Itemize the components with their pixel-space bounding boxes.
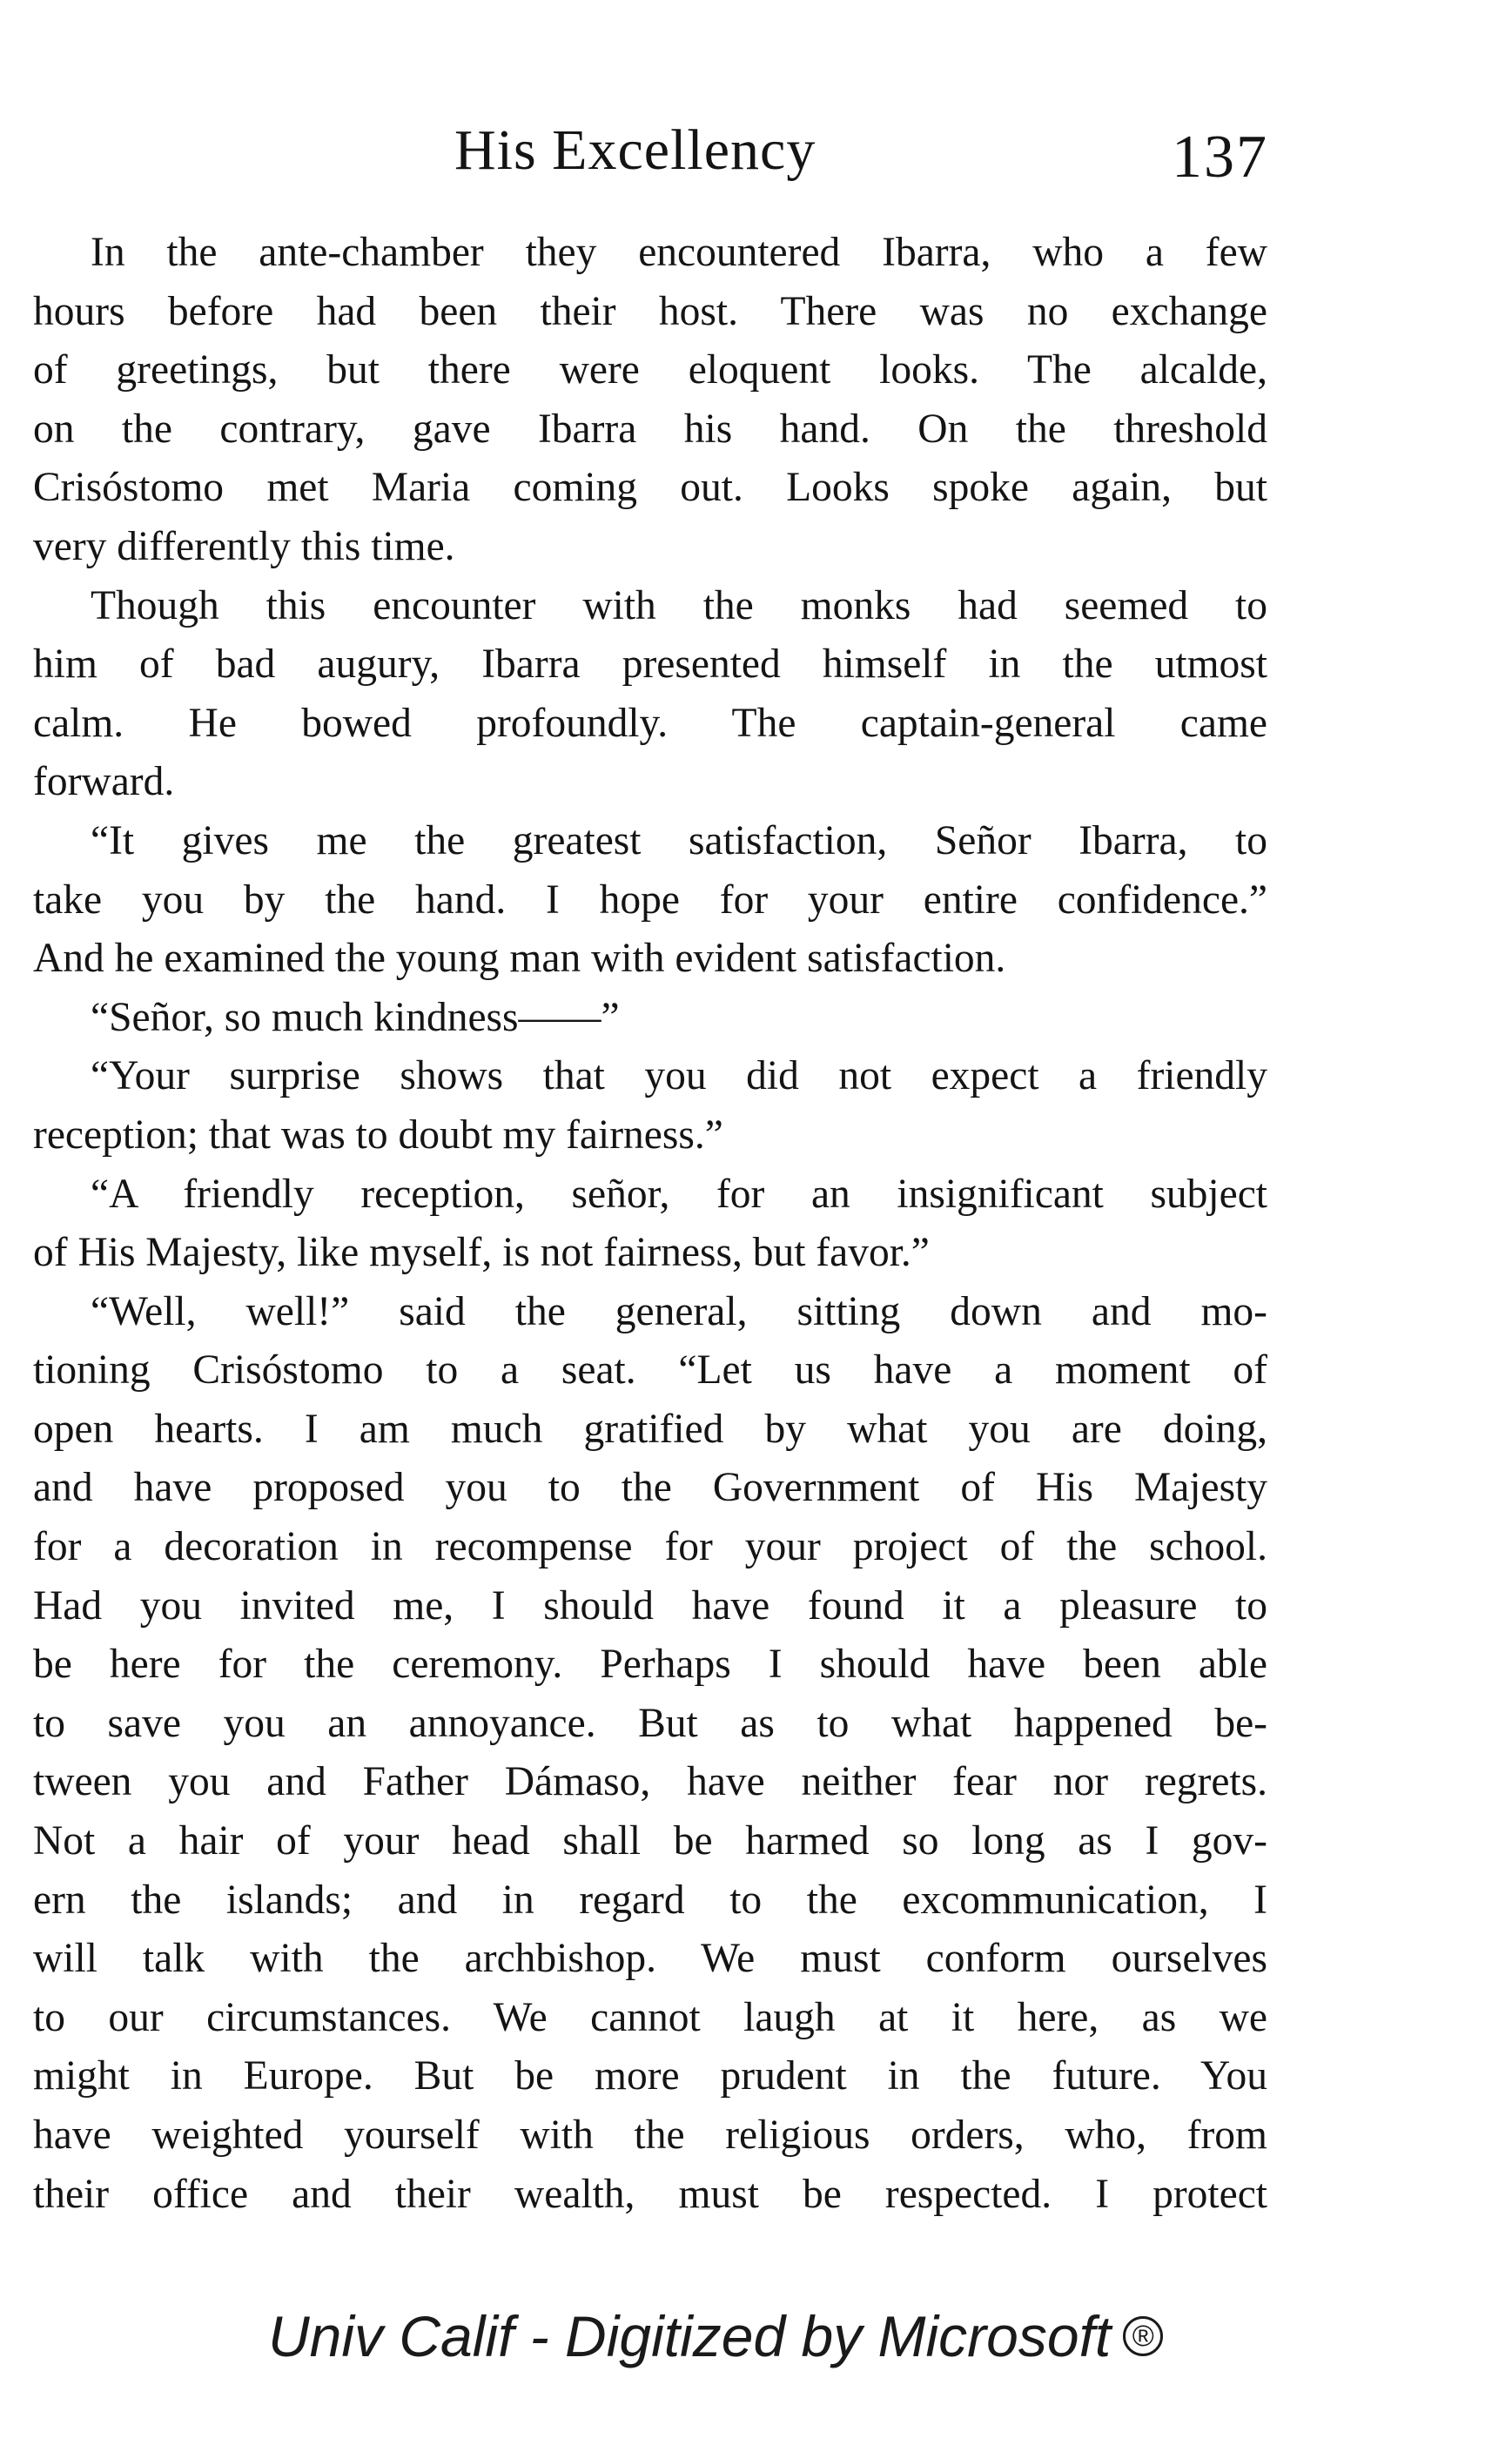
text-line: take you by the hand. I hope for your entire confidence.” — [33, 877, 1267, 923]
text-line: of greetings, but there were eloquent looks. The alcalde, — [33, 347, 1267, 393]
running-title: His Excellency — [454, 118, 816, 182]
text-line: to save you an annoyance. But as to what happened be- — [33, 1700, 1267, 1746]
text-line: to our circumstances. We cannot laugh at it here, as we — [33, 1994, 1267, 2040]
text-line: forward. — [33, 759, 175, 805]
text-line: open hearts. I am much gratified by what you are doing, — [33, 1406, 1267, 1452]
text-line: their office and their wealth, must be respected. I protect — [33, 2171, 1267, 2217]
text-line: him of bad augury, Ibarra presented himself in the utmost — [33, 641, 1267, 688]
text-line: on the contrary, gave Ibarra his hand. On the threshold — [33, 406, 1267, 452]
text-line: Crisóstomo met Maria coming out. Looks spoke again, but — [33, 465, 1267, 511]
text-line: tween you and Father Dámaso, have neither fear nor regrets. — [33, 1759, 1267, 1805]
body-text — [33, 224, 1267, 2224]
watermark-seal-icon: ® — [1123, 2316, 1163, 2356]
page-number: 137 — [1172, 124, 1268, 191]
text-line: Had you invited me, I should have found it a pleasure to — [33, 1582, 1267, 1629]
text-line: have weighted yourself with the religious orders, who, from — [33, 2113, 1267, 2158]
text-line: “Señor, so much kindness——” — [91, 994, 620, 1040]
text-line: “Your surprise shows that you did not expect a friendly — [91, 1053, 1267, 1099]
text-line: “Well, well!” said the general, sitting down and mo- — [91, 1288, 1267, 1334]
text-line: ern the islands; and in regard to the excommunication, I — [33, 1877, 1267, 1923]
text-line: calm. He bowed profoundly. The captain-general came — [33, 700, 1267, 746]
text-line: Though this encounter with the monks had seemed to — [91, 582, 1267, 628]
text-line: And he examined the young man with evident satisfaction. — [33, 936, 1006, 982]
text-line: “A friendly reception, señor, for an insignificant subject — [91, 1171, 1267, 1217]
text-line: will talk with the archbishop. We must conform ourselves — [33, 1936, 1267, 1982]
text-line: and have proposed you to the Government of His Majesty — [33, 1465, 1267, 1511]
text-line: “It gives me the greatest satisfaction, Señor Ibarra, to — [91, 817, 1267, 863]
text-line: very differently this time. — [33, 523, 455, 569]
text-line: hours before had been their host. There was no exchange — [33, 288, 1267, 334]
text-line: of His Majesty, like myself, is not fairness, but favor.” — [33, 1230, 930, 1276]
text-line: might in Europe. But be more prudent in the future. You — [33, 2053, 1267, 2099]
text-line: reception; that was to doubt my fairness.” — [33, 1112, 723, 1158]
text-line: In the ante-chamber they encountered Ibarra, who a few — [91, 230, 1267, 275]
text-line: Not a hair of your head shall be harmed so long as I gov- — [33, 1818, 1267, 1864]
digitization-watermark — [268, 2293, 1269, 2380]
text-line: for a decoration in recompense for your project of the school. — [33, 1524, 1267, 1570]
text-line: tioning Crisóstomo to a seat. “Let us have a moment of — [33, 1347, 1267, 1394]
page-header — [0, 103, 1512, 198]
watermark-text: Univ Calif - Digitized by Microsoft — [268, 2304, 1112, 2368]
text-line: be here for the ceremony. Perhaps I should have been able — [33, 1642, 1267, 1688]
